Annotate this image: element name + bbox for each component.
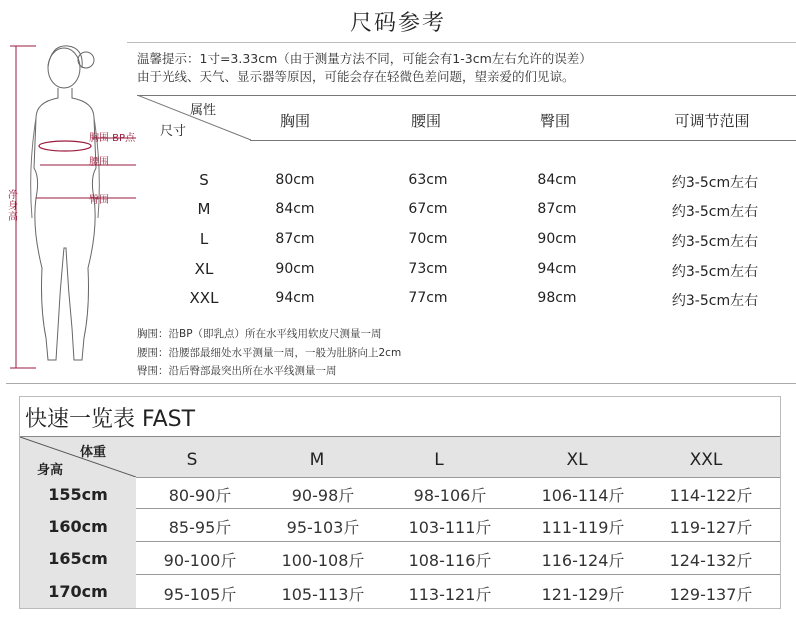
header-range: 可调节范围 <box>674 112 750 130</box>
fast-weight-cell: 119-127斤 <box>669 518 753 537</box>
waist-cell: 63cm <box>408 172 448 188</box>
fast-weight-cell: 111-119斤 <box>541 518 625 537</box>
fast-weight-cell: 90-100斤 <box>163 551 237 570</box>
fast-weight-cell: 106-114斤 <box>541 486 625 505</box>
fast-weight-cell: 108-116斤 <box>408 551 492 570</box>
fast-weight-cell: 116-124斤 <box>541 551 625 570</box>
fast-row-divider <box>136 508 780 509</box>
body-figure-illustration <box>6 38 136 378</box>
fast-row-divider <box>136 477 780 478</box>
fast-row-divider <box>136 541 780 542</box>
hip-cell: 90cm <box>537 231 577 247</box>
range-cell: 约3-5cm左右 <box>671 234 759 250</box>
fast-weight-cell: 95-103斤 <box>286 518 360 537</box>
fast-table-title: 快速一览表 FAST <box>25 407 196 432</box>
section-divider <box>6 383 796 384</box>
title-divider <box>127 42 796 43</box>
header-bust: 胸围 <box>279 112 310 130</box>
fast-weight-cell: 98-106斤 <box>413 486 487 505</box>
bust-cell: 87cm <box>275 231 315 247</box>
fast-header-size: S <box>186 450 198 470</box>
corner-size-label: 尺寸 <box>160 124 187 139</box>
size-cell: M <box>197 200 211 218</box>
range-cell: 约3-5cm左右 <box>671 293 759 309</box>
waist-cell: 73cm <box>408 261 448 277</box>
corner-attr-label: 属性 <box>190 103 217 118</box>
fast-row-height: 165cm <box>48 549 108 568</box>
bust-cell: 84cm <box>275 201 315 217</box>
waist-cell: 67cm <box>408 201 448 217</box>
hip-label: 臀围 <box>89 195 109 206</box>
bust-cell: 80cm <box>275 172 315 188</box>
range-cell: 约3-5cm左右 <box>671 204 759 220</box>
height-label: 净身高 <box>8 190 18 223</box>
size-cell: S <box>199 171 209 189</box>
bust-cell: 90cm <box>275 261 315 277</box>
hip-cell: 98cm <box>537 290 577 306</box>
fast-header-size: L <box>434 450 444 470</box>
hip-cell: 87cm <box>537 201 577 217</box>
size-cell: L <box>199 230 209 248</box>
page-title: 尺码参考 <box>349 11 446 36</box>
range-cell: 约3-5cm左右 <box>671 264 759 280</box>
footnote-bust: 胸围：沿BP（即乳点）所在水平线用软皮尺测量一周 <box>137 328 382 340</box>
fast-header-size: XL <box>566 450 588 470</box>
footnote-hip: 臀围：沿后臀部最突出所在水平线测量一周 <box>137 365 337 377</box>
fast-weight-cell: 113-121斤 <box>408 585 492 604</box>
header-hip: 臀围 <box>539 112 570 130</box>
hip-cell: 84cm <box>537 172 577 188</box>
bust-label: 胸围 BP点 <box>89 133 136 144</box>
fast-weight-cell: 85-95斤 <box>168 518 232 537</box>
fast-row-divider <box>136 574 780 575</box>
fast-weight-cell: 103-111斤 <box>408 518 492 537</box>
waist-label: 腰围 <box>89 157 109 168</box>
fast-weight-cell: 124-132斤 <box>669 551 753 570</box>
range-cell: 约3-5cm左右 <box>671 175 759 191</box>
fast-weight-cell: 105-113斤 <box>281 585 365 604</box>
fast-header-size: XXL <box>689 450 723 470</box>
fast-corner-height: 身高 <box>37 463 64 478</box>
hip-cell: 94cm <box>537 261 577 277</box>
bust-cell: 94cm <box>275 290 315 306</box>
size-cell: XXL <box>189 289 219 307</box>
fast-weight-cell: 129-137斤 <box>669 585 753 604</box>
fast-corner-weight: 体重 <box>80 445 107 460</box>
footnote-waist: 腰围：沿腰部最细处水平测量一周，一般为肚脐向上2cm <box>137 347 402 359</box>
fast-weight-cell: 121-129斤 <box>541 585 625 604</box>
waist-cell: 77cm <box>408 290 448 306</box>
fast-row-height: 155cm <box>48 485 108 504</box>
fast-weight-cell: 95-105斤 <box>163 585 237 604</box>
fast-weight-cell: 90-98斤 <box>291 486 355 505</box>
size-cell: XL <box>194 260 214 278</box>
fast-row-height: 160cm <box>48 517 108 536</box>
fast-header-size: M <box>309 450 325 470</box>
fast-weight-cell: 114-122斤 <box>669 486 753 505</box>
fast-weight-cell: 100-108斤 <box>281 551 365 570</box>
note-line-1: 温馨提示：1寸=3.33cm（由于测量方法不同，可能会有1-3cm左右允许的误差） <box>137 51 592 66</box>
fast-weight-cell: 80-90斤 <box>168 486 232 505</box>
waist-cell: 70cm <box>408 231 448 247</box>
note-line-2: 由于光线、天气、显示器等原因，可能会存在轻微色差问题，望亲爱的们见谅。 <box>137 69 575 84</box>
header-waist: 腰围 <box>410 112 441 130</box>
fast-row-height: 170cm <box>48 582 108 601</box>
table-header-line <box>250 140 796 141</box>
